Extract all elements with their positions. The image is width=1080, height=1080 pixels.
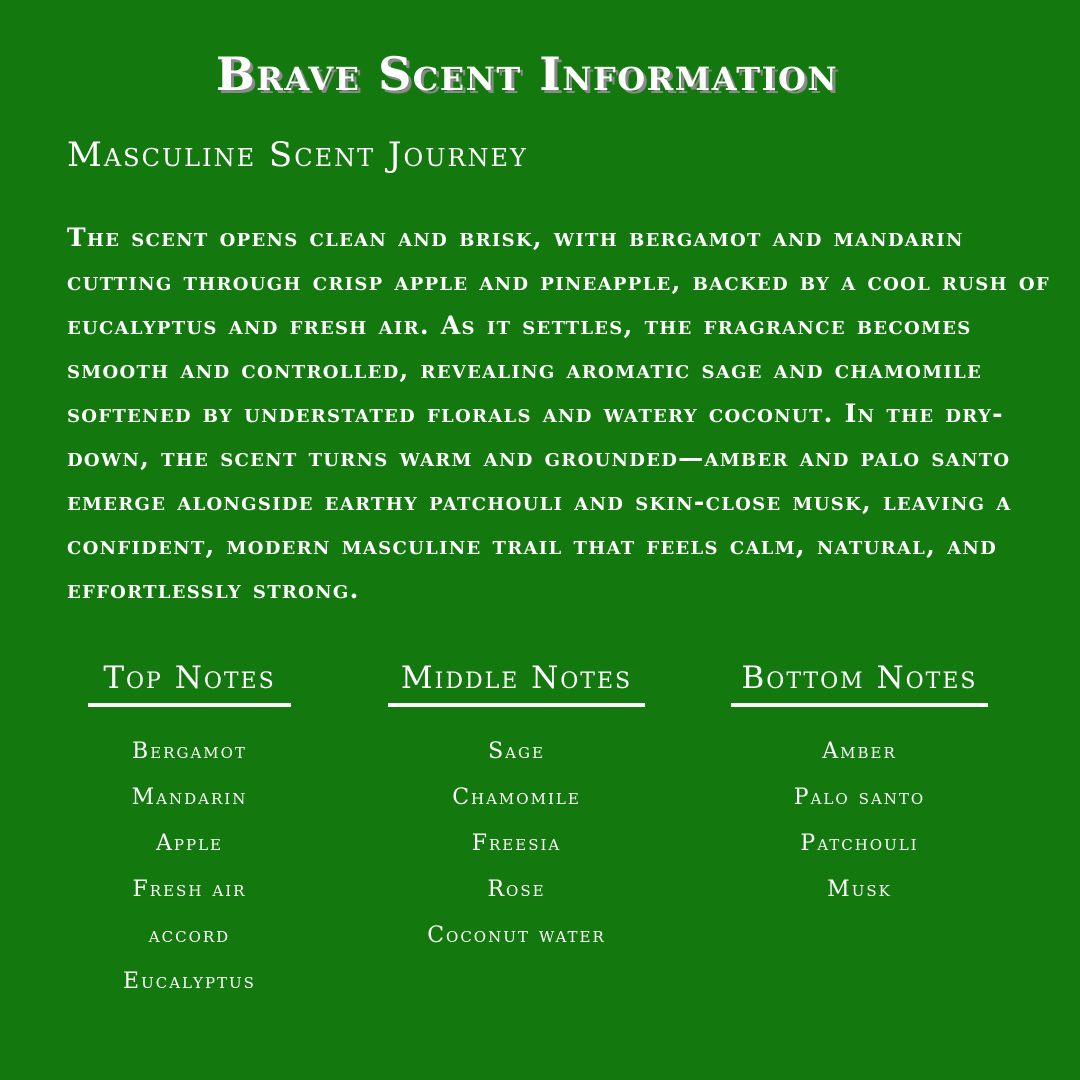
bottom-notes-list xyxy=(731,729,988,913)
scent-description: The scent opens clean and brisk, with bergamot and mandarin cutting through crisp apple and pineapple, backed by a cool rush of eucalyptus and fresh air. As it settles, the fragrance becomes smooth and controlled, revealing aromatic sage and chamomile softened by understated florals and watery coconut. In the dry-down, the scent turns warm and grounded—amber and palo santo emerge alongside earthy patchouli and skin-close musk, leaving a confident, modern masculine trail that feels calm, natural, and effortlessly strong. xyxy=(67,223,1050,604)
note-item: Fresh air xyxy=(132,877,247,902)
note-item: Chamomile xyxy=(452,785,581,810)
note-item: Bergamot xyxy=(132,739,247,764)
section-subtitle: Masculine Scent Journey xyxy=(67,135,528,175)
note-item: Freesia xyxy=(471,831,562,856)
note-item: Patchouli xyxy=(800,831,919,856)
note-item: Musk xyxy=(827,877,892,902)
note-item: Coconut water xyxy=(427,923,606,948)
note-item: Rose xyxy=(487,877,546,902)
middle-notes-list xyxy=(388,729,645,959)
middle-notes-heading: Middle Notes xyxy=(388,656,645,707)
top-notes-column xyxy=(88,656,291,1005)
bottom-notes-heading: Bottom Notes xyxy=(731,656,988,707)
bottom-notes-column xyxy=(731,656,988,913)
note-item: Apple xyxy=(156,831,223,856)
note-item: Amber xyxy=(822,739,897,764)
note-item: Palo santo xyxy=(793,785,926,810)
note-item: Sage xyxy=(488,739,545,764)
top-notes-list xyxy=(88,729,291,1005)
top-notes-heading: Top Notes xyxy=(88,656,291,707)
note-item: Mandarin xyxy=(131,785,248,810)
page-title: Brave Scent Information xyxy=(215,47,839,101)
note-item: accord xyxy=(148,923,231,948)
middle-notes-column xyxy=(388,656,645,959)
note-item: Eucalyptus xyxy=(123,969,256,994)
